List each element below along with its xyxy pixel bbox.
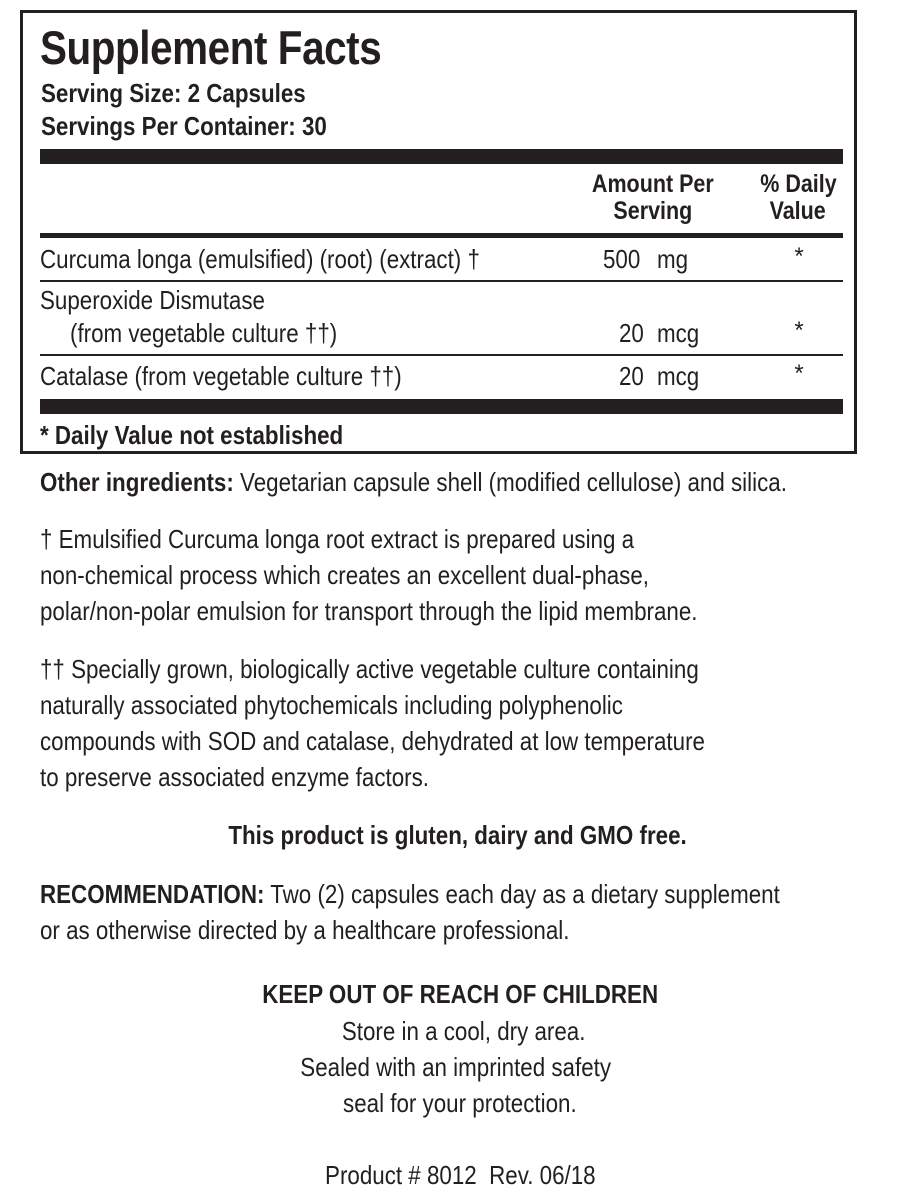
row-divider xyxy=(40,354,843,356)
children-warning: KEEP OUT OF REACH OF CHILDREN xyxy=(262,979,658,1009)
storage-line: seal for your protection. xyxy=(343,1088,577,1118)
ingredient-name-catalase: Catalase (from vegetable culture ††) xyxy=(40,361,402,391)
panel-title: Supplement Facts xyxy=(40,21,382,74)
ingredient-name-curcuma: Curcuma longa (emulsified) (root) (extract) † xyxy=(40,244,480,274)
storage-line: Store in a cool, dry area. xyxy=(342,1016,586,1046)
double-dagger-note: †† Specially grown, biologically active vegetable culture containing naturally associated phytochemicals including polyphenolic compounds with SOD and catalase, dehydrated at low temperature to preserve associated enzyme factors. xyxy=(40,654,705,792)
ingredient-amount-curcuma: 500 xyxy=(603,244,641,274)
ingredient-unit-curcuma: mg xyxy=(657,244,689,274)
product-number: Product # 8012 Rev. 06/18 xyxy=(324,1160,596,1190)
daily-value-footnote: * Daily Value not established xyxy=(40,420,344,450)
ingredient-amount-catalase: 20 xyxy=(619,361,644,391)
amount-per-serving-header: Amount Per Serving xyxy=(592,170,714,225)
ingredient-name-sod: Superoxide Dismutase xyxy=(40,285,265,315)
ingredient-dv-curcuma: * xyxy=(794,243,804,270)
allergen-free-statement: This product is gluten, dairy and GMO free. xyxy=(228,820,688,850)
recommendation-text: Two (2) capsules each day as a dietary supplement xyxy=(264,879,780,909)
ingredient-unit-catalase: mcg xyxy=(657,361,700,391)
ingredient-dv-sod: * xyxy=(794,317,804,344)
ingredient-unit-sod: mcg xyxy=(657,318,700,348)
recommendation-label: RECOMMENDATION: xyxy=(40,879,265,909)
row-divider xyxy=(40,280,843,282)
daily-value-header: % Daily Value xyxy=(759,170,837,225)
recommendation: RECOMMENDATION: Two (2) capsules each day as a dietary supplement or as otherwise directed by a healthcare professional. xyxy=(40,879,780,945)
servings-per-container: Servings Per Container: 30 xyxy=(41,111,327,141)
supplement-facts-panel xyxy=(20,10,857,454)
ingredient-dv-catalase: * xyxy=(794,360,804,387)
header-divider xyxy=(40,233,843,238)
other-ingredients-label: Other ingredients: xyxy=(40,467,234,497)
top-divider-bar xyxy=(40,149,843,164)
other-ingredients-text: Vegetarian capsule shell (modified cellulose) and silica. xyxy=(233,467,787,497)
other-ingredients xyxy=(40,464,900,500)
dagger-note: † Emulsified Curcuma longa root extract is prepared using a non-chemical process which creates an excellent dual-phase, polar/non-polar emulsion for transport through the lipid membrane. xyxy=(40,524,698,626)
ingredient-amount-sod: 20 xyxy=(619,318,644,348)
serving-size: Serving Size: 2 Capsules xyxy=(41,78,306,108)
storage-line: Sealed with an imprinted safety xyxy=(300,1052,612,1082)
bottom-divider-bar xyxy=(40,399,843,414)
ingredient-source-sod: (from vegetable culture ††) xyxy=(70,318,338,348)
